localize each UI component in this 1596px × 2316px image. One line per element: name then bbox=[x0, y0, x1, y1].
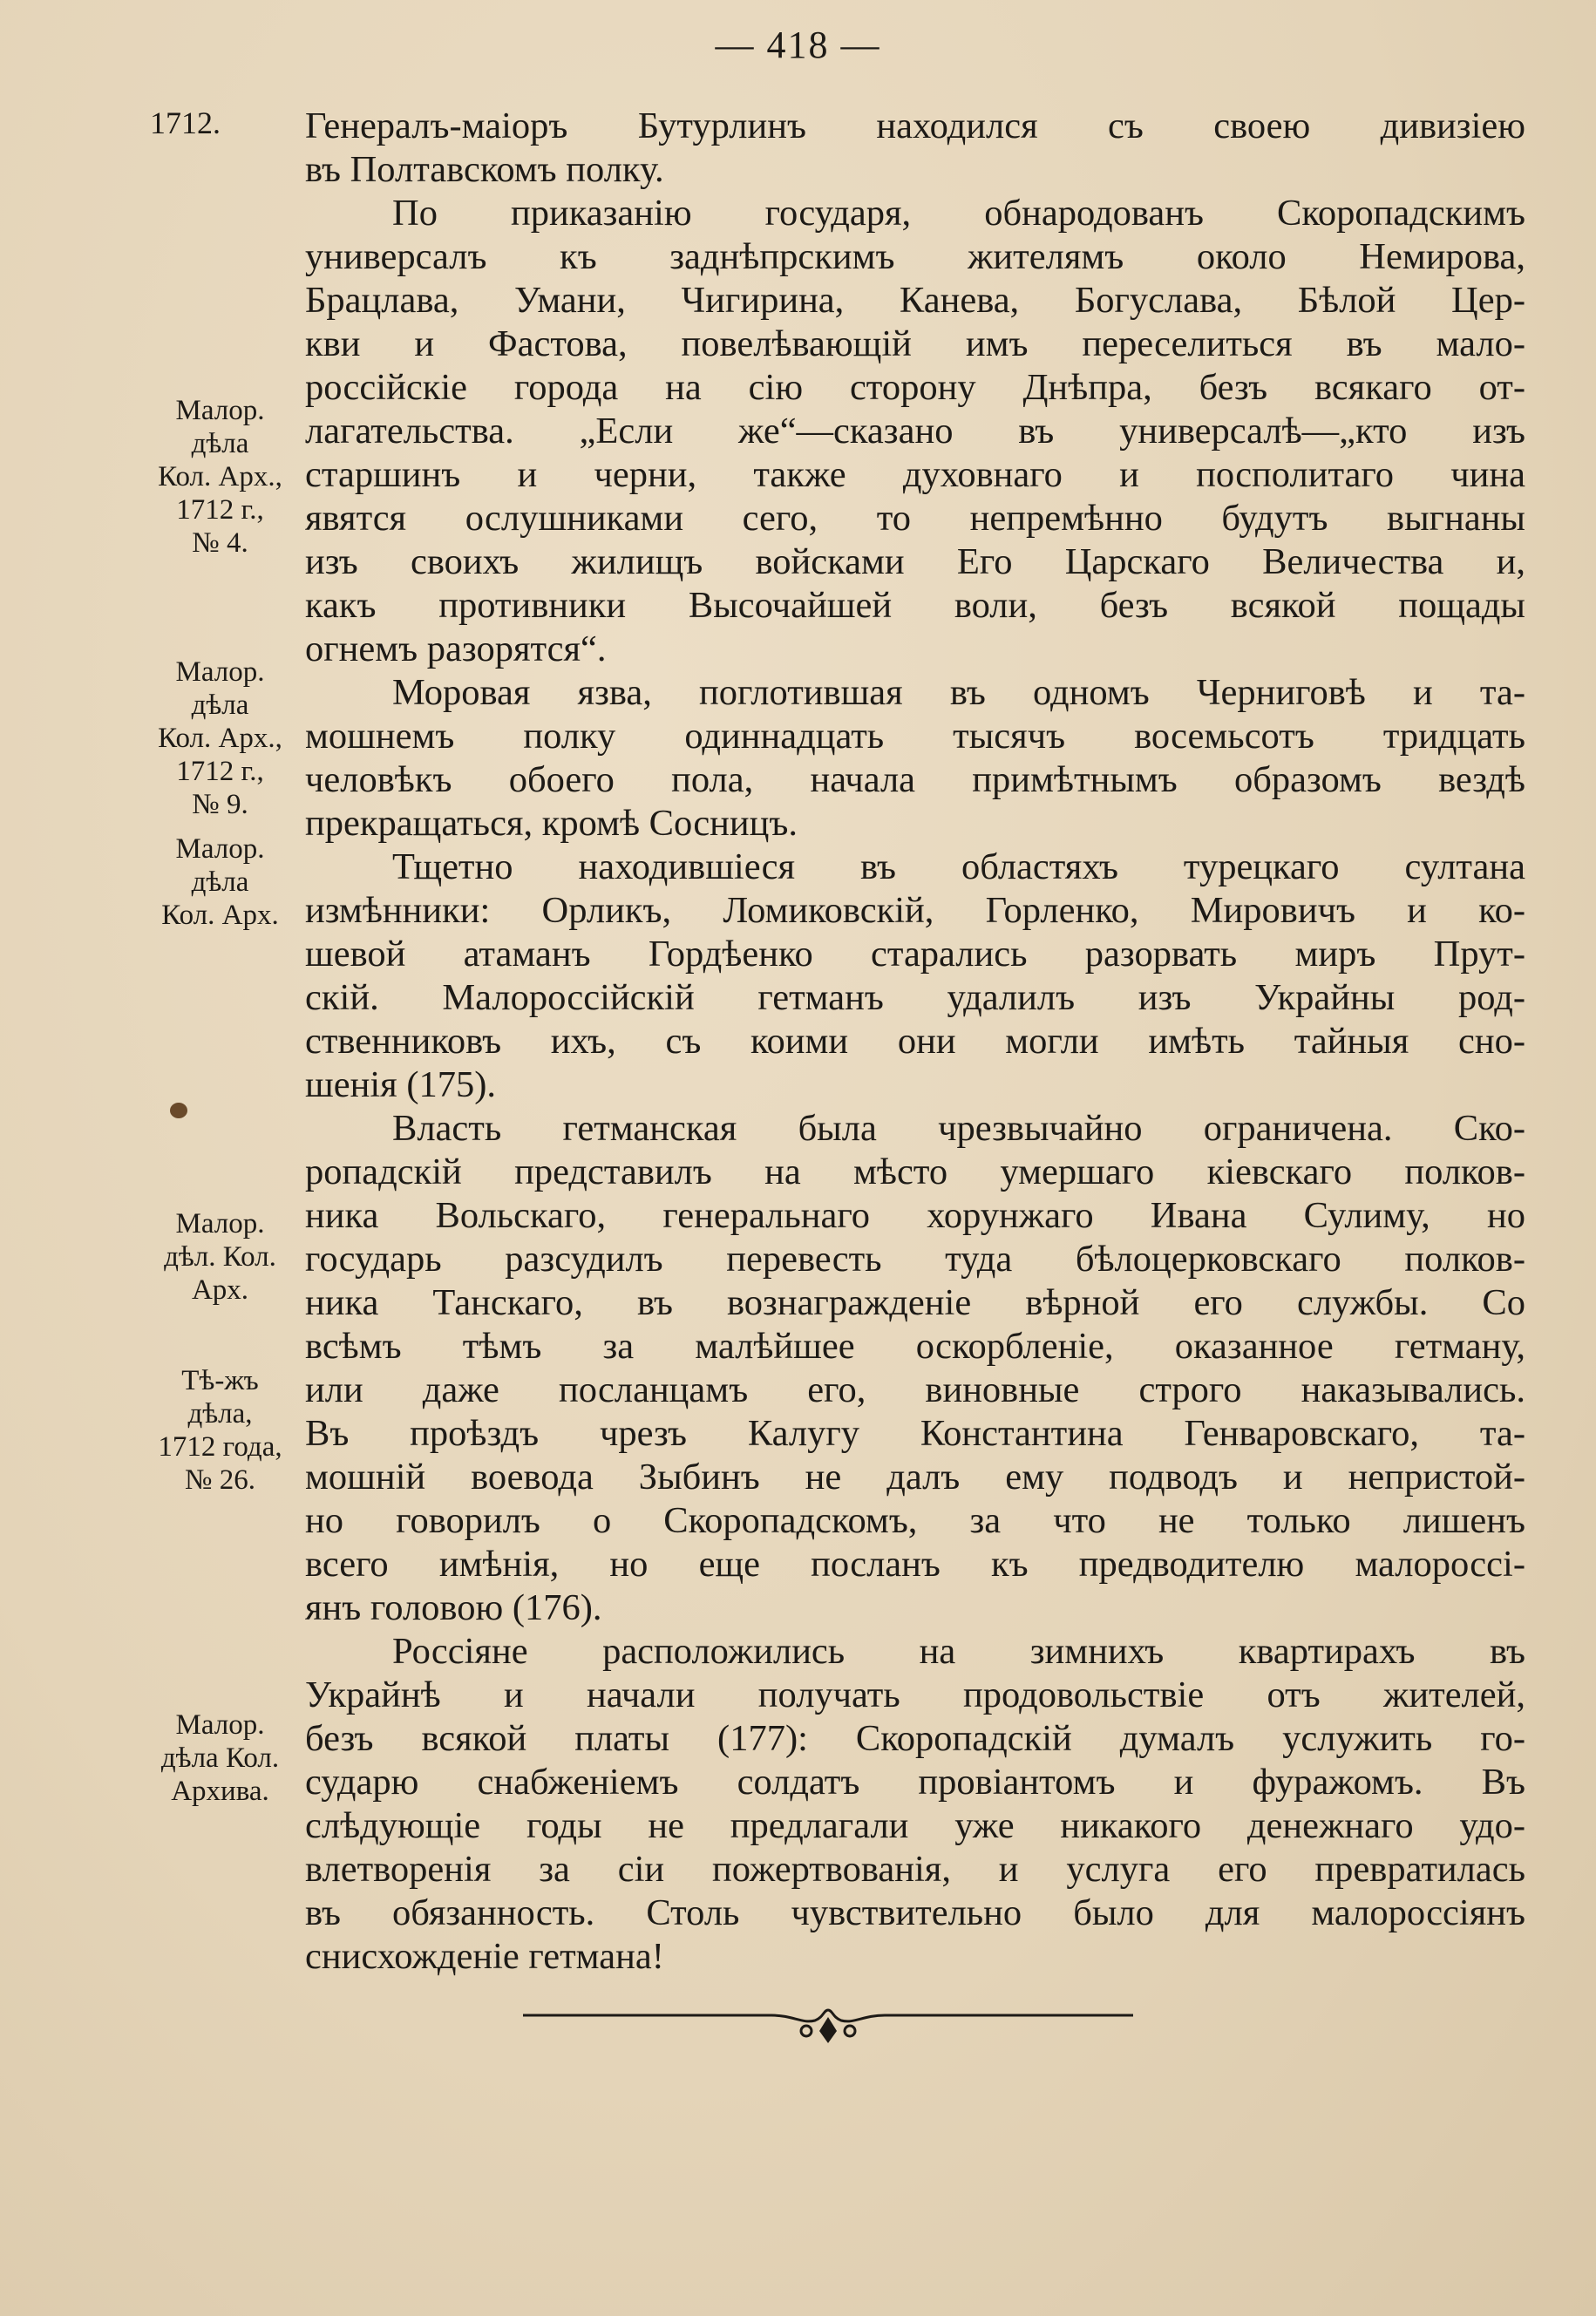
text-line: По приказанію государя, обнародованъ Скоропадскимъ bbox=[392, 193, 1525, 234]
paragraph bbox=[305, 192, 1525, 671]
text-line: ственниковъ ихъ, съ коими они могли имѣть тайныя сно- bbox=[305, 1021, 1525, 1062]
text-line: влетворенія за сіи пожертвованія, и услуга его превратилась bbox=[305, 1849, 1525, 1890]
text-line: кви и Фастова, повелѣвающій имъ переселиться въ мало- bbox=[305, 323, 1525, 364]
text-line: огнемъ разорятся“. bbox=[305, 628, 607, 669]
text-line: или даже посланцамъ его, виновные строго наказывались. bbox=[305, 1369, 1525, 1410]
margin-note-line: Малор. bbox=[175, 833, 265, 865]
text-line: но говорилъ о Скоропадскомъ, за что не только лишенъ bbox=[305, 1500, 1525, 1541]
text-line: явятся ослушниками сего, то непремѣнно будутъ выгнаны bbox=[305, 498, 1525, 539]
margin-note-line: Кол. Арх., bbox=[158, 461, 282, 492]
margin-note bbox=[131, 1207, 309, 1307]
text-line: Власть гетманская была чрезвычайно ограничена. Ско- bbox=[392, 1108, 1525, 1149]
ornament-divider bbox=[523, 2005, 1133, 2048]
margin-note-line: Арх. bbox=[191, 1274, 249, 1306]
margin-note-line: Кол. Арх. bbox=[161, 900, 279, 931]
paragraph bbox=[305, 671, 1525, 846]
text-line: шевой атаманъ Гордѣенко старались разорвать миръ Прут- bbox=[305, 934, 1525, 975]
margin-note-line: дѣла, bbox=[187, 1398, 253, 1430]
margin-note-line: № 4. bbox=[192, 527, 248, 559]
text-line: ника Танскаго, въ вознагражденіе вѣрной его службы. Со bbox=[305, 1282, 1525, 1323]
text-line: всего имѣнія, но еще посланъ къ предводителю малороссі- bbox=[305, 1544, 1525, 1585]
margin-note-line: дѣла bbox=[191, 689, 249, 721]
text-line: универсалъ къ заднѣпрскимъ жителямъ около Немирова, bbox=[305, 236, 1525, 277]
text-line: всѣмъ тѣмъ за малѣйшее оскорбленіе, оказанное гетману, bbox=[305, 1326, 1525, 1367]
paragraph bbox=[305, 1630, 1525, 1979]
paragraph bbox=[305, 846, 1525, 1107]
text-line: шенія (175). bbox=[305, 1064, 496, 1105]
paragraph bbox=[305, 1107, 1525, 1630]
text-line: старшинъ и черни, также духовнаго и посполитаго чина bbox=[305, 454, 1525, 495]
margin-note bbox=[131, 832, 309, 932]
margin-note-line: Малор. bbox=[175, 395, 265, 426]
text-line: слѣдующіе годы не предлагали уже никакого денежнаго удо- bbox=[305, 1805, 1525, 1846]
margin-note-line: Тѣ-жъ bbox=[181, 1365, 259, 1396]
text-line: Брацлава, Умани, Чигирина, Канева, Богуслава, Бѣлой Цер- bbox=[305, 280, 1525, 321]
text-line: мошній воевода Зыбинъ не далъ ему подводъ и непристой- bbox=[305, 1457, 1525, 1498]
page-number: — 418 — bbox=[715, 24, 881, 66]
margin-note bbox=[131, 655, 309, 821]
text-line: скій. Малороссійскій гетманъ удалилъ изъ Украйны род- bbox=[305, 977, 1525, 1018]
margin-note-line: дѣла bbox=[191, 428, 249, 459]
text-line: Тщетно находившіеся въ областяхъ турецкаго султана bbox=[392, 846, 1525, 887]
margin-note-line: Архива. bbox=[171, 1776, 269, 1807]
margin-note-line: Кол. Арх., bbox=[158, 723, 282, 754]
text-line: измѣнники: Орликъ, Ломиковскій, Горленко, Мировичъ и ко- bbox=[305, 890, 1525, 931]
margin-note bbox=[131, 1708, 309, 1808]
text-line: янъ головою (176). bbox=[305, 1587, 602, 1628]
text-line: Моровая язва, поглотившая въ одномъ Черниговѣ и та- bbox=[392, 672, 1525, 713]
text-line: россійскіе города на сію сторону Днѣпра, безъ всякаго от- bbox=[305, 367, 1525, 408]
ink-stain bbox=[170, 1103, 187, 1118]
text-line: мошнемъ полку одиннадцать тысячъ восемьсотъ тридцать bbox=[305, 716, 1525, 757]
text-line: ника Вольскаго, генеральнаго хорунжаго Ивана Сулиму, но bbox=[305, 1195, 1525, 1236]
margin-note-line: Малор. bbox=[175, 656, 265, 688]
text-line: безъ всякой платы (177): Скоропадскій думалъ услужить го- bbox=[305, 1718, 1525, 1759]
text-line: человѣкъ обоего пола, начала примѣтнымъ образомъ вездѣ bbox=[305, 759, 1525, 800]
margin-note-line: дѣла Кол. bbox=[160, 1742, 280, 1774]
text-line: Въ проѣздъ чрезъ Калугу Константина Генваровскаго, та- bbox=[305, 1413, 1525, 1454]
margin-note-line: 1712 г., bbox=[176, 494, 264, 526]
text-line: сударю снабженіемъ солдатъ провіантомъ и фуражомъ. Въ bbox=[305, 1762, 1525, 1803]
margin-note-line: дѣл. Кол. bbox=[164, 1241, 276, 1273]
text-line: снисхожденіе гетмана! bbox=[305, 1936, 664, 1977]
text-line: прекращаться, кромѣ Сосницъ. bbox=[305, 803, 798, 844]
margin-note-line: Малор. bbox=[175, 1709, 265, 1741]
margin-note bbox=[131, 394, 309, 560]
text-line: въ Полтавскомъ полку. bbox=[305, 149, 664, 190]
paragraph bbox=[305, 105, 1525, 192]
text-line: Генералъ-маіоръ Бутурлинъ находился съ своею дивизіею bbox=[305, 105, 1525, 146]
text-line: государь разсудилъ перевесть туда бѣлоцерковскаго полков- bbox=[305, 1239, 1525, 1280]
margin-note-line: № 9. bbox=[192, 789, 248, 820]
margin-note-line: № 26. bbox=[185, 1464, 255, 1496]
text-line: Украйнѣ и начали получать продовольствіе отъ жителей, bbox=[305, 1674, 1525, 1715]
body-text bbox=[305, 105, 1525, 1979]
text-line: изъ своихъ жилищъ войсками Его Царскаго Величества и, bbox=[305, 541, 1525, 582]
text-line: Россіяне расположились на зимнихъ квартирахъ въ bbox=[392, 1631, 1525, 1672]
margin-note bbox=[131, 1364, 309, 1497]
margin-note-line: 1712 года, bbox=[158, 1431, 282, 1463]
year-margin-mark: 1712. bbox=[150, 105, 221, 140]
text-line: лагательства. „Если же“—сказано въ универсалѣ—„кто изъ bbox=[305, 411, 1525, 452]
margin-note-line: Малор. bbox=[175, 1208, 265, 1240]
margin-note-line: дѣла bbox=[191, 866, 249, 898]
text-line: какъ противники Высочайшей воли, безъ всякой пощады bbox=[305, 585, 1525, 626]
margin-note-line: 1712 г., bbox=[176, 756, 264, 787]
text-line: ропадскій представилъ на мѣсто умершаго кіевскаго полков- bbox=[305, 1151, 1525, 1192]
text-line: въ обязанность. Столь чувствительно было для малороссіянъ bbox=[305, 1892, 1525, 1933]
